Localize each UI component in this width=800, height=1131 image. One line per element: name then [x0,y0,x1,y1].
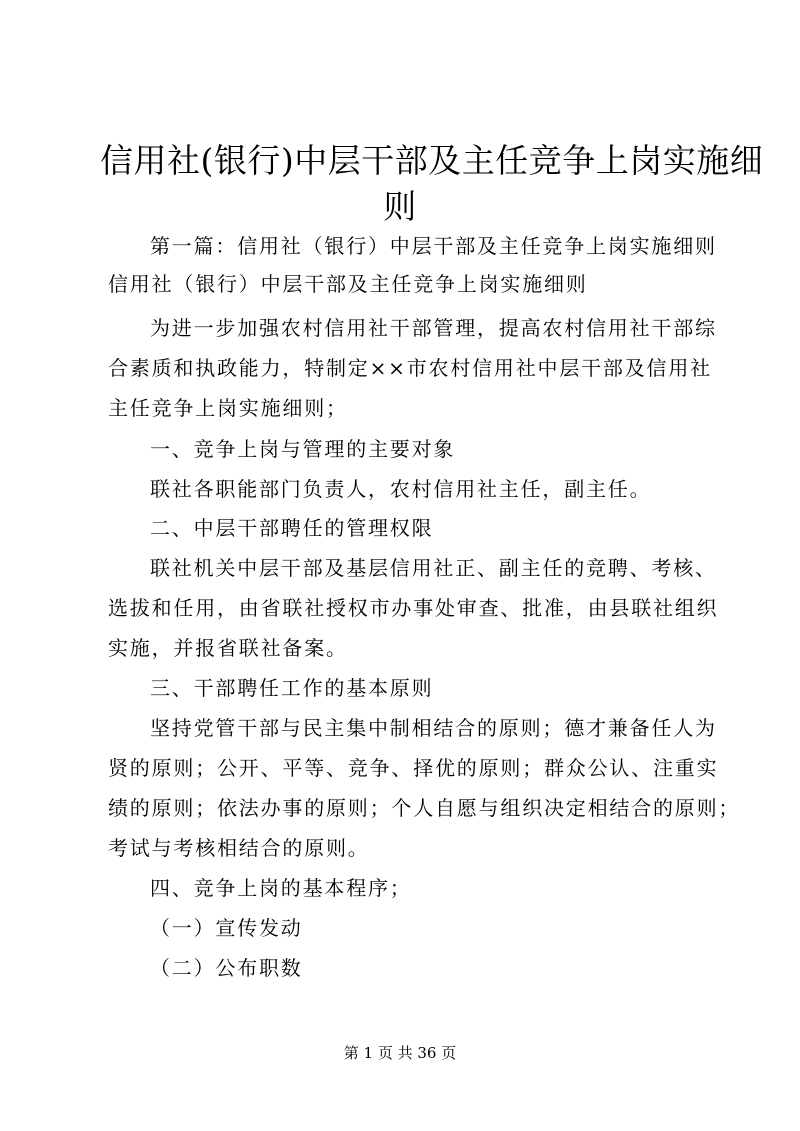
paragraph-line: 考试与考核相结合的原则。 [108,836,370,860]
paragraph-line: 实施，并报省联社备案。 [108,636,348,660]
paragraph-line: 选拔和任用，由省联社授权市办事处审查、批准，由县联社组织 [108,596,719,620]
section-heading: 三、干部聘任工作的基本原则 [150,676,434,700]
subsection-heading: （二）公布职数 [150,956,303,980]
paragraph-line: 信用社（银行）中层干部及主任竞争上岗实施细则 [108,272,588,296]
paragraph-line: 联社各职能部门负责人，农村信用社主任，副主任。 [150,477,652,501]
paragraph-line: 贤的原则；公开、平等、竞争、择优的原则；群众公认、注重实 [108,756,719,780]
paragraph-line: 绩的原则；依法办事的原则；个人自愿与组织决定相结合的原则； [108,796,741,820]
section-heading: 四、竞争上岗的基本程序； [150,876,412,900]
paragraph-line: 主任竞争上岗实施细则； [108,396,348,420]
section-heading: 二、中层干部聘任的管理权限 [150,516,434,540]
section-heading: 一、竞争上岗与管理的主要对象 [150,437,456,461]
document-title: 信用社(银行)中层干部及主任竞争上岗实施细 [100,141,764,180]
paragraph-line: 坚持党管干部与民主集中制相结合的原则；德才兼备任人为 [150,716,717,740]
paragraph-line: 联社机关中层干部及基层信用社正、副主任的竞聘、考核、 [150,556,717,580]
subsection-heading: （一）宣传发动 [150,916,303,940]
paragraph-line: 为进一步加强农村信用社干部管理，提高农村信用社干部综 [150,316,717,340]
page-number-footer: 第 1 页 共 36 页 [343,1044,457,1062]
document-title-continued: 则 [383,187,417,226]
paragraph-line: 第一篇：信用社（银行）中层干部及主任竞争上岗实施细则 [150,234,717,258]
paragraph-line: 合素质和执政能力，特制定××市农村信用社中层干部及信用社 [108,356,712,380]
